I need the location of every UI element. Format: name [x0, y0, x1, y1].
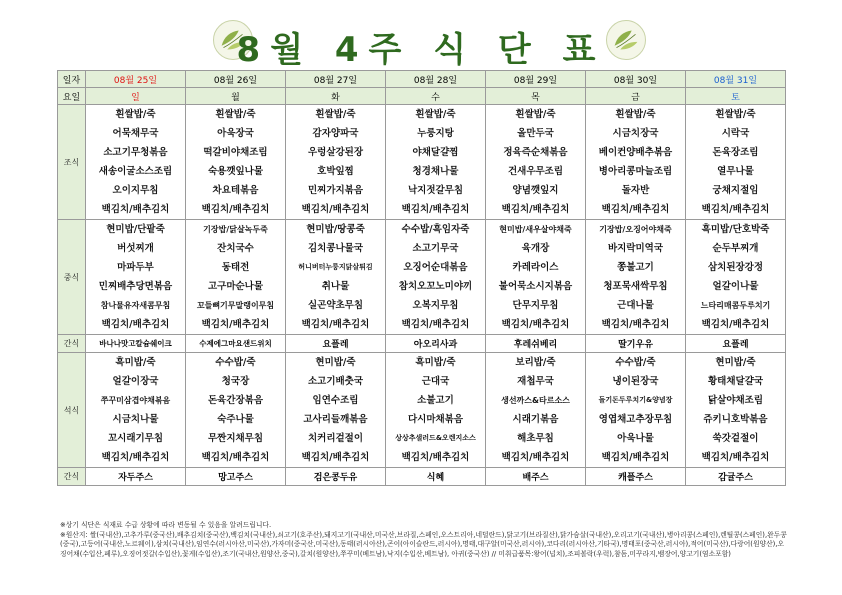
menu-item: 수수밥/흑임자죽 — [401, 224, 470, 235]
menu-item: 현미밥/땅콩죽 — [306, 224, 365, 235]
dow-cell: 화 — [286, 88, 386, 105]
dow-row — [58, 88, 786, 105]
menu-item: 양념깻잎지 — [512, 185, 559, 196]
lunch-day-cell — [386, 220, 486, 335]
menu-item: 근대나물 — [617, 300, 654, 311]
menu-item: 꼬들뼈기무말랭이무침 — [196, 301, 275, 310]
notes-line1: ※상기 식단은 식재료 수급 상황에 따라 변동될 수 있음을 알려드립니다. — [60, 521, 272, 529]
breakfast-day-cell — [186, 105, 286, 220]
menu-item: 백김치/배추김치 — [601, 452, 670, 463]
snack2-cell: 캐플주스 — [586, 468, 686, 486]
dow-cell: 토 — [686, 88, 786, 105]
menu-item: 김치콩나물국 — [307, 243, 364, 254]
menu-item: 기장밥/닭살녹두죽 — [203, 225, 268, 234]
menu-item: 낙지젓갈무침 — [407, 185, 464, 196]
menu-item: 재첩무국 — [517, 376, 554, 387]
menu-item: 육개장 — [521, 243, 550, 254]
menu-item: 순두부찌개 — [712, 243, 759, 254]
snack2-cell: 배주스 — [486, 468, 586, 486]
menu-item: 삼치된장강정 — [707, 262, 764, 273]
menu-item: 무짠지채무침 — [207, 433, 264, 444]
menu-item: 소고기무국 — [412, 243, 459, 254]
snack2-label: 간식 — [58, 468, 86, 486]
breakfast-day-cell — [386, 105, 486, 220]
menu-item: 쫑불고기 — [617, 262, 654, 273]
menu-item: 생선까스&타르소스 — [501, 396, 570, 405]
menu-item: 고구마순나물 — [207, 281, 264, 292]
menu-item: 쥬키니호박볶음 — [703, 414, 768, 425]
menu-item: 수수밥/죽 — [215, 357, 256, 368]
leaf-icon — [607, 21, 645, 59]
menu-item: 호박잎찜 — [317, 166, 354, 177]
menu-item: 백김치/배추김치 — [201, 204, 270, 215]
menu-item: 허니버터누룽지닭살튀김 — [298, 263, 373, 271]
menu-item: 흰쌀밥/죽 — [215, 109, 256, 120]
menu-item: 동태전 — [221, 262, 250, 273]
snack-cell: 후레쉬베리 — [486, 335, 586, 353]
menu-item: 돈육장조림 — [712, 147, 759, 158]
menu-item: 현미밥/단팥죽 — [106, 224, 165, 235]
menu-item: 백김치/배추김치 — [101, 204, 170, 215]
menu-item: 돈육간장볶음 — [207, 395, 264, 406]
menu-item: 꼬시래기무침 — [107, 433, 164, 444]
menu-item: 흰쌀밥/죽 — [615, 109, 656, 120]
date-cell: 08월 25일 — [86, 71, 186, 88]
menu-item: 백김치/배추김치 — [701, 319, 770, 330]
menu-item: 기장밥/오징어야채죽 — [599, 225, 672, 234]
menu-item: 시래기볶음 — [512, 414, 559, 425]
dinner-day-cell — [586, 353, 686, 468]
menu-item: 흑미밥/죽 — [115, 357, 156, 368]
menu-item: 참치오꼬노미야끼 — [398, 281, 473, 292]
menu-item: 쑥갓겉절이 — [712, 433, 759, 444]
menu-item: 흰쌀밥/죽 — [315, 109, 356, 120]
menu-item: 임연수조림 — [312, 395, 359, 406]
menu-item: 돌기돈두루치기&양념장 — [598, 396, 673, 404]
menu-item: 흑미밥/죽 — [415, 357, 456, 368]
dinner-row — [58, 353, 786, 468]
snack-cell: 수제에그마요샌드위치 — [186, 335, 286, 353]
menu-item: 떡갈비야채조림 — [203, 147, 268, 158]
menu-item: 새송이굴소스조림 — [98, 166, 173, 177]
menu-item: 흰쌀밥/죽 — [515, 109, 556, 120]
date-row — [58, 71, 786, 88]
menu-item: 흑미밥/단호박죽 — [701, 224, 770, 235]
breakfast-row — [58, 105, 786, 220]
menu-item: 아욱장국 — [217, 128, 254, 139]
menu-item: 쭈꾸미삼겹야채볶음 — [100, 396, 171, 405]
lunch-day-cell — [586, 220, 686, 335]
date-label: 일자 — [58, 71, 86, 88]
menu-item: 차요테볶음 — [212, 185, 259, 196]
menu-item: 올만두국 — [517, 128, 554, 139]
menu-item: 백김치/배추김치 — [301, 319, 370, 330]
date-cell: 08월 27일 — [286, 71, 386, 88]
menu-item: 소불고기 — [417, 395, 454, 406]
notes — [60, 521, 790, 559]
lunch-day-cell — [686, 220, 786, 335]
breakfast-day-cell — [586, 105, 686, 220]
notes-line2: ※원산지: 쌀(국내산),고추가루(중국산),배추김치(중국산),백김치(국내산),쇠고기(호주산),돼지고기(국내산,미국산,브라질,스페인,오스트리아,네덜란드),닭고기(브라질산),닭가슴살(국내산),오리고기(국내산),병아리콩(스페인),렌틸콩(스페인),완두콩(중국),고등어(국내산,노르웨이),삼치(국내산),임연수(러시아산,미국산),가자미(중국산,미국산),동태(러시아산),곤이(아이슬란드,러시아),명태,대구알(미국산,러시아),코다리(러시아산,기타국),명태포(중국산,러시아),적어(미국산),다랑어(원양산),오징어채(수입산,페루),오징어젓갈(수입산),꽃게(수입산),조기(국내산,원양산,중국),갈치(원양산),쭈꾸미(베트남),낙지(수입산,베트남), 아귀(중국산) // 미취급품목:왕어(넙치),조피볼락(우럭),참돔,미꾸라지,뱀장어,양고기(염소포함) — [60, 530, 787, 558]
menu-item: 소고기배춧국 — [307, 376, 364, 387]
menu-item: 병아리콩마늘조림 — [598, 166, 673, 177]
lunch-day-cell — [286, 220, 386, 335]
snack-row — [58, 335, 786, 353]
menu-item: 소고기무청볶음 — [103, 147, 168, 158]
menu-item: 느타리매콤두루치기 — [700, 301, 771, 310]
lunch-row — [58, 220, 786, 335]
menu-item: 베이컨양배추볶음 — [598, 147, 673, 158]
menu-item: 백김치/배추김치 — [101, 319, 170, 330]
snack-cell: 딸기우유 — [586, 335, 686, 353]
menu-item: 불어묵소시지볶음 — [498, 281, 573, 292]
menu-item: 정육즉순채볶음 — [503, 147, 568, 158]
menu-item: 어묵채무국 — [112, 128, 159, 139]
menu-item: 해초무침 — [517, 433, 554, 444]
breakfast-day-cell — [686, 105, 786, 220]
menu-item: 백김치/배추김치 — [301, 452, 370, 463]
menu-item: 현미밥/새우살야채죽 — [499, 225, 572, 234]
menu-item: 황태채달걀국 — [707, 376, 764, 387]
menu-item: 열무나물 — [717, 166, 754, 177]
menu-item: 백김치/배추김치 — [401, 452, 470, 463]
menu-item: 흰쌀밥/죽 — [115, 109, 156, 120]
menu-item: 누룽지탕 — [417, 128, 454, 139]
lunch-day-cell — [186, 220, 286, 335]
dinner-day-cell — [286, 353, 386, 468]
menu-item: 궁채지절임 — [712, 185, 759, 196]
menu-item: 마파두부 — [117, 262, 154, 273]
dinner-day-cell — [86, 353, 186, 468]
snack-label: 간식 — [58, 335, 86, 353]
dow-cell: 월 — [186, 88, 286, 105]
menu-item: 카레라이스 — [512, 262, 559, 273]
menu-item: 버섯찌개 — [117, 243, 154, 254]
snack-cell: 바나나맛고칼슘쉐이크 — [86, 335, 186, 353]
dinner-day-cell — [186, 353, 286, 468]
menu-item: 백김치/배추김치 — [701, 452, 770, 463]
menu-item: 민찌가지볶음 — [307, 185, 364, 196]
breakfast-day-cell — [86, 105, 186, 220]
menu-item: 보리밥/죽 — [515, 357, 556, 368]
menu-item: 닭살야채조림 — [707, 395, 764, 406]
menu-item: 숙용깻잎나물 — [207, 166, 264, 177]
menu-item: 백김치/배추김치 — [501, 204, 570, 215]
menu-item: 백김치/배추김치 — [201, 319, 270, 330]
dinner-day-cell — [686, 353, 786, 468]
snack2-cell: 검은콩두유 — [286, 468, 386, 486]
menu-item: 청국장 — [221, 376, 250, 387]
menu-item: 잔치국수 — [217, 243, 254, 254]
menu-item: 흰쌀밥/죽 — [415, 109, 456, 120]
menu-item: 근대국 — [421, 376, 450, 387]
menu-item: 영엽채고추장무침 — [598, 414, 673, 425]
lunch-label: 중식 — [58, 220, 86, 335]
dinner-day-cell — [386, 353, 486, 468]
menu-item: 돌자반 — [621, 185, 650, 196]
menu-item: 시금치장국 — [612, 128, 659, 139]
menu-item: 백김치/배추김치 — [501, 452, 570, 463]
menu-item: 청포묵새싹무침 — [603, 281, 668, 292]
snack-cell: 요플레 — [686, 335, 786, 353]
menu-item: 감자양파국 — [312, 128, 359, 139]
menu-item: 수수밥/죽 — [615, 357, 656, 368]
menu-item: 백김치/배추김치 — [501, 319, 570, 330]
menu-item: 숙주나물 — [217, 414, 254, 425]
menu-item: 고사리들깨볶음 — [303, 414, 368, 425]
snack2-cell: 망고주스 — [186, 468, 286, 486]
dinner-label: 석식 — [58, 353, 86, 468]
date-cell: 08월 29일 — [486, 71, 586, 88]
dow-cell: 목 — [486, 88, 586, 105]
breakfast-day-cell — [286, 105, 386, 220]
menu-item: 오복지무침 — [412, 300, 459, 311]
snack2-cell: 감귤주스 — [686, 468, 786, 486]
menu-item: 냉이된장국 — [612, 376, 659, 387]
lunch-day-cell — [486, 220, 586, 335]
menu-item: 백김치/배추김치 — [401, 319, 470, 330]
menu-item: 흰쌀밥/죽 — [715, 109, 756, 120]
menu-item: 바지락미역국 — [607, 243, 664, 254]
menu-item: 백김치/배추김치 — [101, 452, 170, 463]
snack-cell: 아오리사과 — [386, 335, 486, 353]
menu-item: 오징어순대볶음 — [403, 262, 468, 273]
menu-item: 백김치/배추김치 — [601, 204, 670, 215]
menu-item: 백김치/배추김치 — [601, 319, 670, 330]
menu-item: 시락국 — [721, 128, 750, 139]
menu-item: 단무지무침 — [512, 300, 559, 311]
logo-right — [606, 20, 646, 60]
menu-item: 실곤약초무침 — [307, 300, 364, 311]
menu-item: 시금치나물 — [112, 414, 159, 425]
menu-item: 오이지무침 — [112, 185, 159, 196]
date-cell: 08월 30일 — [586, 71, 686, 88]
menu-item: 건새우무조림 — [507, 166, 564, 177]
snack-cell: 요플레 — [286, 335, 386, 353]
menu-item: 상상추샐러드&오렌지소스 — [395, 434, 476, 442]
breakfast-label: 조식 — [58, 105, 86, 220]
menu-item: 참나물유자새콤무침 — [100, 301, 171, 310]
dow-cell: 금 — [586, 88, 686, 105]
page-title: 8월 4주 식 단 표 — [236, 30, 606, 70]
snack2-row — [58, 468, 786, 486]
dow-label: 요일 — [58, 88, 86, 105]
snack2-cell: 식혜 — [386, 468, 486, 486]
menu-item: 현미밥/죽 — [715, 357, 756, 368]
menu-item: 치커리겉절이 — [307, 433, 364, 444]
menu-item: 취나물 — [321, 281, 350, 292]
date-cell: 08월 31일 — [686, 71, 786, 88]
menu-item: 우렁살강된장 — [307, 147, 364, 158]
dow-cell: 수 — [386, 88, 486, 105]
menu-item: 다시마채볶음 — [407, 414, 464, 425]
menu-item: 야채달걀찜 — [412, 147, 459, 158]
menu-item: 얼갈이나물 — [712, 281, 759, 292]
snack2-cell: 자두주스 — [86, 468, 186, 486]
menu-item: 청경채나물 — [412, 166, 459, 177]
menu-item: 민찌배추당면볶음 — [98, 281, 173, 292]
dinner-day-cell — [486, 353, 586, 468]
date-cell: 08월 28일 — [386, 71, 486, 88]
menu-item: 백김치/배추김치 — [201, 452, 270, 463]
menu-item: 백김치/배추김치 — [701, 204, 770, 215]
menu-item: 현미밥/죽 — [315, 357, 356, 368]
lunch-day-cell — [86, 220, 186, 335]
menu-item: 백김치/배추김치 — [401, 204, 470, 215]
menu-item: 아욱나물 — [617, 433, 654, 444]
breakfast-day-cell — [486, 105, 586, 220]
menu-table — [57, 70, 786, 486]
menu-item: 얼갈이장국 — [112, 376, 159, 387]
date-cell: 08월 26일 — [186, 71, 286, 88]
dow-cell: 일 — [86, 88, 186, 105]
menu-item: 백김치/배추김치 — [301, 204, 370, 215]
